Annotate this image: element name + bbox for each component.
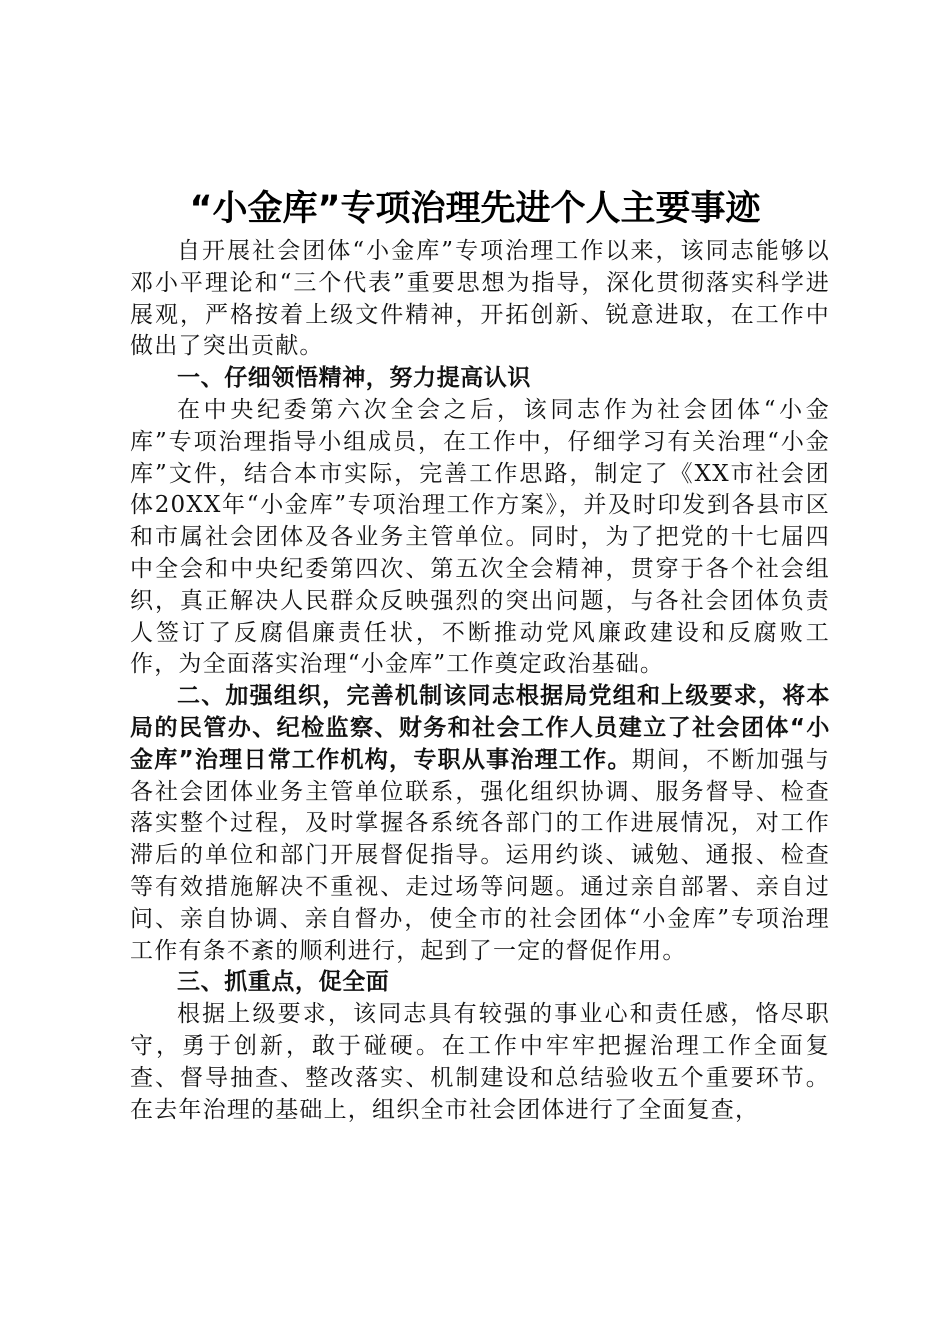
document-title: “小金库”专项治理先进个人主要事迹 (189, 189, 761, 229)
section-3-heading: 三、抓重点，促全面 (177, 969, 390, 996)
section-1-paragraph: 在中央纪委第六次全会之后，该同志作为社会团体“小金库”专项治理指导小组成员，在工作中，仔细学习有关治理“小金库”文件，结合本市实际，完善工作思路，制定了《XX市社会团体20XX年“小金库”专项治理工作方案》，并及时印发到各县市区和市属社会团体及各业务主管单位。同时，为了把党的十七届四中全会和中央纪委第四次、第五次全会精神，贯穿于各个社会组织，真正解决人民群众反映强烈的突出问题，与各社会团体负责人签订了反腐倡廉责任状，不断推动党风廉政建设和反腐败工作，为全面落实治理“小金库”工作奠定政治基础。 (130, 396, 830, 678)
section-1-heading: 一、仔细领悟精神，努力提高认识 (177, 365, 531, 392)
section-3-paragraph: 根据上级要求，该同志具有较强的事业心和责任感，恪尽职守，勇于创新，敢于碰硬。在工作中牢牢把握治理工作全面复查、督导抽查、整改落实、机制建设和总结验收五个重要环节。在去年治理的基础上，组织全市社会团体进行了全面复查， (130, 1001, 830, 1123)
intro-paragraph: 自开展社会团体“小金库”专项治理工作以来，该同志能够以邓小平理论和“三个代表”重要思想为指导，深化贯彻落实科学进展观，严格按着上级文件精神，开拓创新、锐意进取，在工作中做出了突出贡献。 (130, 238, 830, 360)
section-2-heading: 二、加强组织，完善机制该同志根据局党组和上级要求，将本局的民管办、纪检监察、财务和社会工作人员建立了社会团体“小金库”治理日常工作机构，专职从事治理工作。 (130, 683, 830, 773)
section-2-paragraph (130, 681, 830, 967)
document-body (130, 236, 830, 1126)
section-2-body: 期间，不断加强与各社会团体业务主管单位联系，强化组织协调、服务督导、检查落实整个过程，及时掌握各系统各部门的工作进展情况，对工作滞后的单位和部门开展督促指导。运用约谈、诫勉、通报、检查等有效措施解决不重视、走过场等问题。通过亲自部署、亲自过问、亲自协调、亲自督办，使全市的社会团体“小金库”专项治理工作有条不紊的顺利进行，起到了一定的督促作用。 (130, 746, 831, 964)
